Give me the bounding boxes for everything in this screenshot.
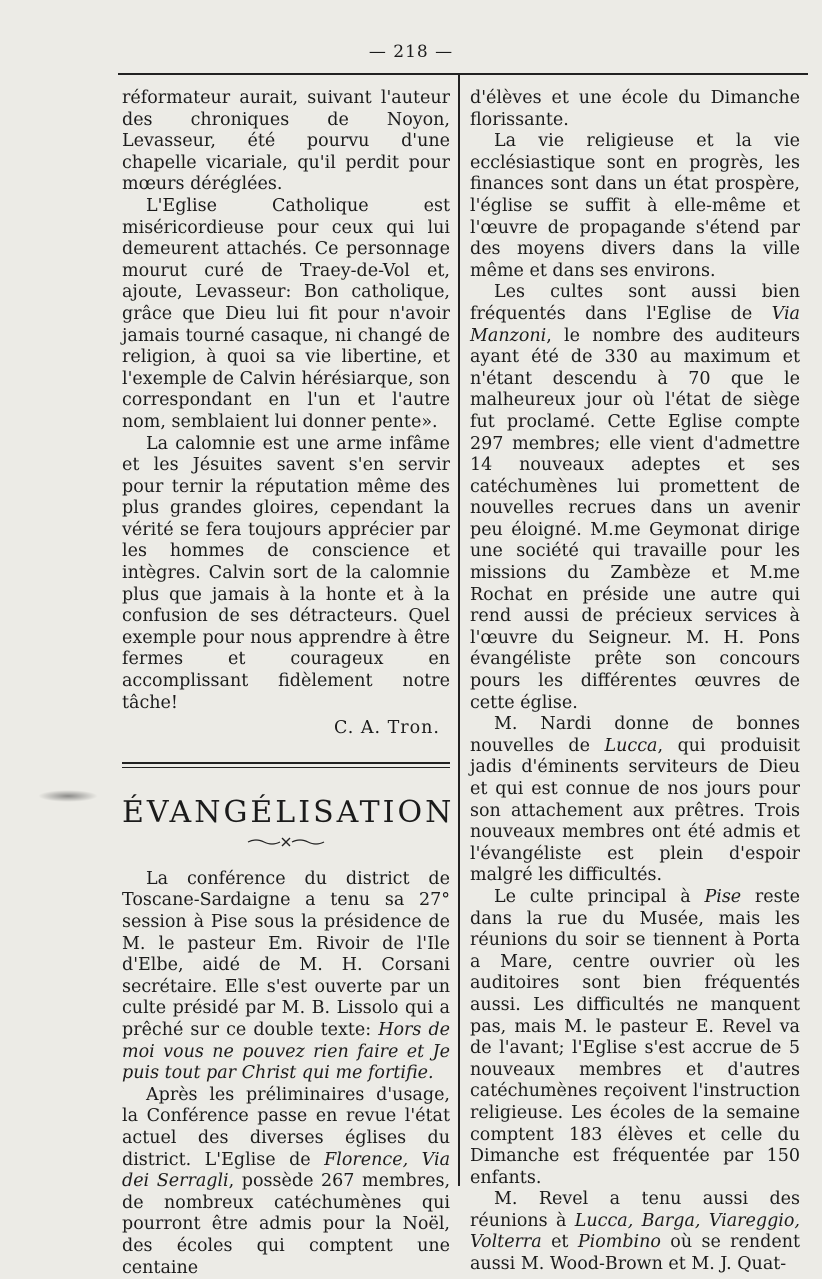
column-divider bbox=[458, 74, 460, 1186]
ink-smudge bbox=[38, 790, 98, 802]
left-column bbox=[122, 88, 455, 1279]
paragraph: Après les préliminaires d'usage, la Conférence passe en revue l'état actuel des diverses églises du district. L'Eglise de Florence, Via dei Serragli, possède 267 membres, de nombreux catéchumènes qui pourront être admis pour la Noël, des écoles qui comptent une centaine bbox=[122, 1084, 451, 1278]
header-rule bbox=[118, 73, 808, 75]
paragraph: La vie religieuse et la vie ecclésiastique sont en progrès, les finances sont dans un état prospère, l'église se suffit à elle-même et l'œuvre de propagande s'étend par des moyens divers dans la ville même et dans ses environs. bbox=[470, 131, 800, 281]
paragraph: M. Nardi donne de bonnes nouvelles de Lucca, qui produisit jadis d'éminents serviteurs de Dieu et qui est connue de nos jours pour son attachement aux prêtres. Trois nouveaux membres ont été admis et l'évangéliste est plein d'espoir malgré les difficultés. bbox=[470, 714, 800, 886]
section-rule bbox=[122, 762, 450, 764]
section-title: ÉVANGÉLISATION bbox=[122, 794, 455, 830]
paragraph: Le culte principal à Pise reste dans la rue du Musée, mais les réunions du soir se tiennent à Porta a Mare, centre ouvrier où les auditoires sont bien fréquentés aussi. Les difficultés ne manquent pas, mais M. le pasteur E. Revel va de l'avant; l'Eglise s'est accrue de 5 nouveaux membres et d'autres catéchumènes reçoivent l'instruction religieuse. Les écoles de la semaine comptent 183 élèves et celle du Dimanche est fréquentée par 150 enfants. bbox=[470, 886, 800, 1188]
section-rule-thin bbox=[122, 767, 450, 768]
paragraph: M. Revel a tenu aussi des réunions à Lucca, Barga, Viareggio, Volterra et Piombino où se rendent aussi M. Wood-Brown et M. J. Quat- bbox=[470, 1189, 801, 1275]
paragraph: La conférence du district de Toscane-Sardaigne a tenu sa 27° session à Pise sous la présidence de M. le pasteur Em. Rivoir de l'Ile d'Elbe, aidé de M. H. Corsani secrétaire. Elle s'est ouverte par un culte présidé par M. B. Lissolo qui a prêché sur ce double texte: Hors de moi vous ne pouvez rien faire et Je puis tout par Christ qui me fortifie. bbox=[122, 868, 450, 1084]
right-column bbox=[470, 88, 800, 1276]
paragraph: réformateur aurait, suivant l'auteur des chroniques de Noyon, Levasseur, été pourvu d'une chapelle vicariale, qu'il perdit pour mœurs déréglées. bbox=[122, 88, 450, 195]
ornament-divider-icon bbox=[122, 836, 450, 851]
paragraph: La calomnie est une arme infâme et les Jésuites savent s'en servir pour ternir la réputation même des plus grandes gloires, cependant la vérité se fera toujours apprécier par les hommes de conscience et intègres. Calvin sort de la calomnie plus que jamais à la honte et à la confusion de ses détracteurs. Quel exemple pour nous apprendre à être fermes et courageux en accomplissant fidèlement notre tâche! bbox=[122, 433, 450, 713]
paragraph: L'Eglise Catholique est miséricordieuse pour ceux qui lui demeurent attachés. Ce personnage mourut curé de Traey-de-Vol et, ajoute, Levasseur: Bon catholique, grâce que Dieu lui fit pour n'avoir jamais tourné casaque, ni changé de religion, à quoi sa vie libertine, et l'exemple de Calvin hérésiarque, son correspondant en l'un et l'autre nom, semblaient lui donner pente». bbox=[122, 195, 450, 432]
paragraph: d'élèves et une école du Dimanche florissante. bbox=[470, 88, 800, 130]
page-number: — 218 — bbox=[368, 42, 454, 62]
paragraph: Les cultes sont aussi bien fréquentés dans l'Eglise de Via Manzoni, le nombre des auditeurs ayant été de 330 au maximum et n'étant descendu à 70 que le malheureux jour où l'état de siège fut proclamé. Cette Eglise compte 297 membres; elle vient d'admettre 14 nouveaux adeptes et ses catéchumènes lui promettent de nouvelles recrues dans un avenir peu éloigné. M.me Geymonat dirige une société qui travaille pour les missions du Zambèze et M.me Rochat en préside une autre qui rend aussi de précieux services à l'œuvre du Seigneur. M. H. Pons évangéliste prête son concours pours les différentes œuvres de cette église. bbox=[470, 282, 800, 713]
author-signature: C. A. Tron. bbox=[333, 718, 440, 739]
